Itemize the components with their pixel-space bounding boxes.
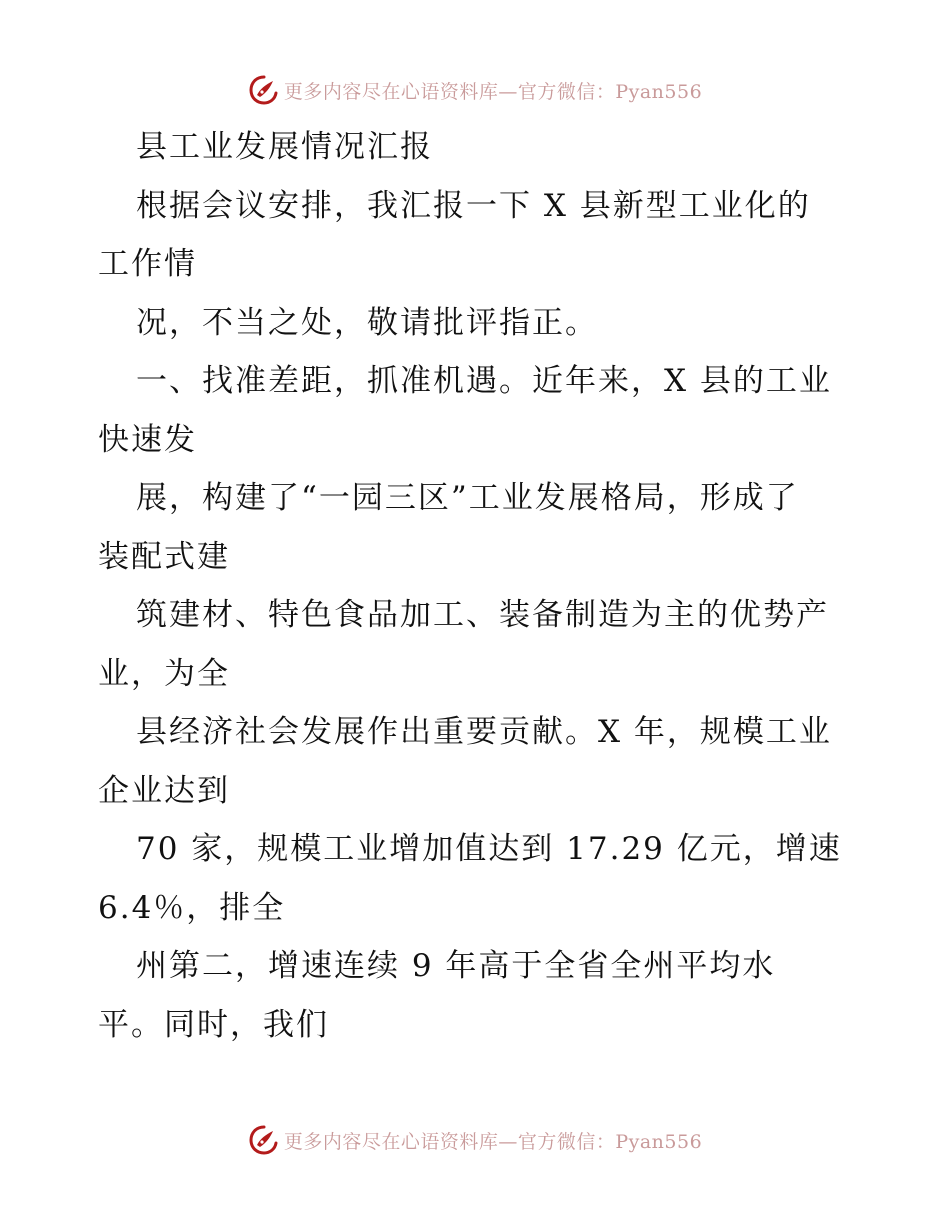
banner-text: 更多内容尽在心语资料库—官方微信：Pyan556 [283, 80, 703, 103]
text-line: 一、找准差距，抓准机遇。近年来，X 县的工业 [136, 363, 832, 399]
text-line: 快速发 [98, 421, 197, 458]
text-line: 根据会议安排，我汇报一下 X 县新型工业化的 [136, 187, 811, 224]
text-line: 业，为全 [98, 655, 230, 692]
text-line: 县经济社会发展作出重要贡献。X 年，规模工业 [136, 714, 832, 750]
text-line: 装配式建 [98, 538, 230, 575]
text-line: 况，不当之处，敬请批评指正。 [136, 304, 598, 341]
text-line: 工作情 [98, 246, 197, 282]
text-line: 州第二，增速连续 9 年高于全省全州平均水 [136, 948, 776, 984]
pen-nib-logo-icon [248, 1124, 280, 1156]
footer-banner [0, 1120, 950, 1160]
text-line: 筑建材、特色食品加工、装备制造为主的优势产 [136, 597, 829, 633]
text-line: 平。同时，我们 [98, 1006, 329, 1043]
text-line: 6.4％，排全 [98, 889, 286, 926]
document-body [98, 118, 898, 1054]
header-banner [0, 70, 950, 110]
pen-nib-logo-icon [248, 74, 280, 106]
banner-text: 更多内容尽在心语资料库—官方微信：Pyan556 [283, 1130, 703, 1153]
text-line: 70 家，规模工业增加值达到 17.29 亿元，增速 [136, 831, 842, 867]
document-title: 县工业发展情况汇报 [136, 129, 433, 165]
text-line: 企业达到 [98, 772, 230, 809]
text-line: 展，构建了“一园三区”工业发展格局，形成了 [136, 480, 799, 516]
